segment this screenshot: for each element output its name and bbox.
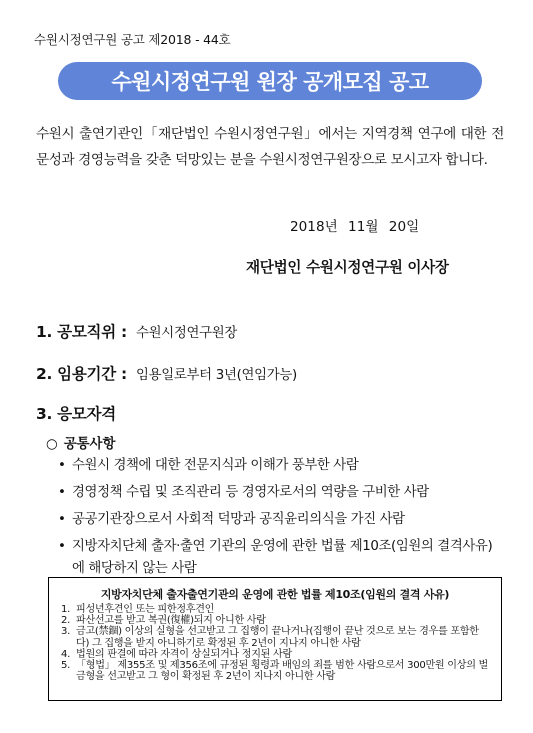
item-number: 1. <box>61 604 71 615</box>
page-title: 수원시정연구원 원장 공개모집 공고 <box>111 70 429 94</box>
disqualification-box <box>48 577 502 701</box>
issuer-org: 재단법인 수원시정연구원 이사장 <box>246 259 449 276</box>
list-item-text: 피성년후견인 또는 피한정후견인 <box>76 604 215 615</box>
section-term-value: 임용일로부터 3년(연임가능) <box>135 368 297 383</box>
list-item-text: 경영정책 수립 및 조직관리 등 경영자로서의 역량을 구비한 사람 <box>72 485 429 500</box>
section-eligibility-label: 3. 응모자격 <box>36 405 116 423</box>
list-item-text: 금고(禁錮) 이상의 실형을 선고받고 그 집행이 끝나거나(집행이 끝난 것으로 보는 경우를 포함한다) 그 집행을 받지 아니하기로 확정된 후 2년이 지나지 아니한 사람 <box>76 626 479 649</box>
item-number: 2. <box>61 615 71 627</box>
list-item <box>58 455 504 477</box>
list-item <box>61 604 491 615</box>
bullet-icon: • <box>58 458 66 473</box>
section-position-label: 1. 공모직위 : <box>36 323 127 341</box>
item-number: 4. <box>61 648 71 660</box>
list-item <box>61 660 491 682</box>
section-position <box>36 320 237 342</box>
disqualification-list <box>61 604 491 682</box>
bullet-icon: • <box>58 512 66 527</box>
list-item-text: 수원시 경책에 대한 전문지식과 이해가 풍부한 사람 <box>72 458 359 473</box>
requirements-list <box>58 455 504 585</box>
item-number: 5. <box>61 660 71 672</box>
bullet-icon: • <box>58 485 66 500</box>
bullet-icon: • <box>58 539 66 554</box>
list-item <box>58 509 504 531</box>
notice-date: 2018년 11월 20일 <box>290 219 420 235</box>
section-term <box>36 362 297 384</box>
list-item-text: 공공기관장으로서 사회적 덕망과 공직윤리의식을 가진 사람 <box>72 512 405 527</box>
list-item <box>61 615 491 626</box>
list-item-text: 지방자치단체 출자·출연 기관의 운영에 관한 법률 제10조(임원의 결격사유)에 해당하지 않는 사람 <box>72 539 493 576</box>
title-banner <box>58 62 482 100</box>
list-item-text: 「형법」 제355조 및 제356조에 규정된 횡령과 배임의 죄를 범한 사람으로서 300만원 이상의 벌금형을 선고받고 그 형이 확정된 후 2년이 지나지 아니한 사람 <box>76 660 489 683</box>
list-item <box>58 536 504 580</box>
intro-paragraph: 수원시 출연기관인「재단법인 수원시정연구원」에서는 지역경책 연구에 대한 전문성과 경영능력을 갖춘 덕망있는 분을 수원시정연구원장으로 모시고자 합니다. <box>36 126 504 168</box>
common-requirements-heading <box>46 433 115 452</box>
section-position-value: 수원시정연구원장 <box>135 326 238 341</box>
notice-number: 수원시정연구원 공고 제2018 - 44호 <box>34 32 231 47</box>
common-requirements-label: 공통사항 <box>63 437 116 452</box>
section-eligibility <box>36 402 116 424</box>
list-item-text: 법원의 판결에 따라 자격이 상실되거나 정지된 사람 <box>76 648 292 660</box>
list-item <box>61 649 491 660</box>
disqualification-title: 지방자치단체 출자출연기관의 운영에 관한 법률 제10조(임원의 결격 사유) <box>100 588 450 601</box>
circle-marker-icon: ○ <box>46 437 58 452</box>
section-term-label: 2. 임용기간 : <box>36 365 127 383</box>
item-number: 3. <box>61 626 71 638</box>
list-item-text: 파산선고를 받고 복권(復權)되지 아니한 사람 <box>76 615 266 627</box>
list-item <box>58 482 504 504</box>
list-item <box>61 626 491 648</box>
